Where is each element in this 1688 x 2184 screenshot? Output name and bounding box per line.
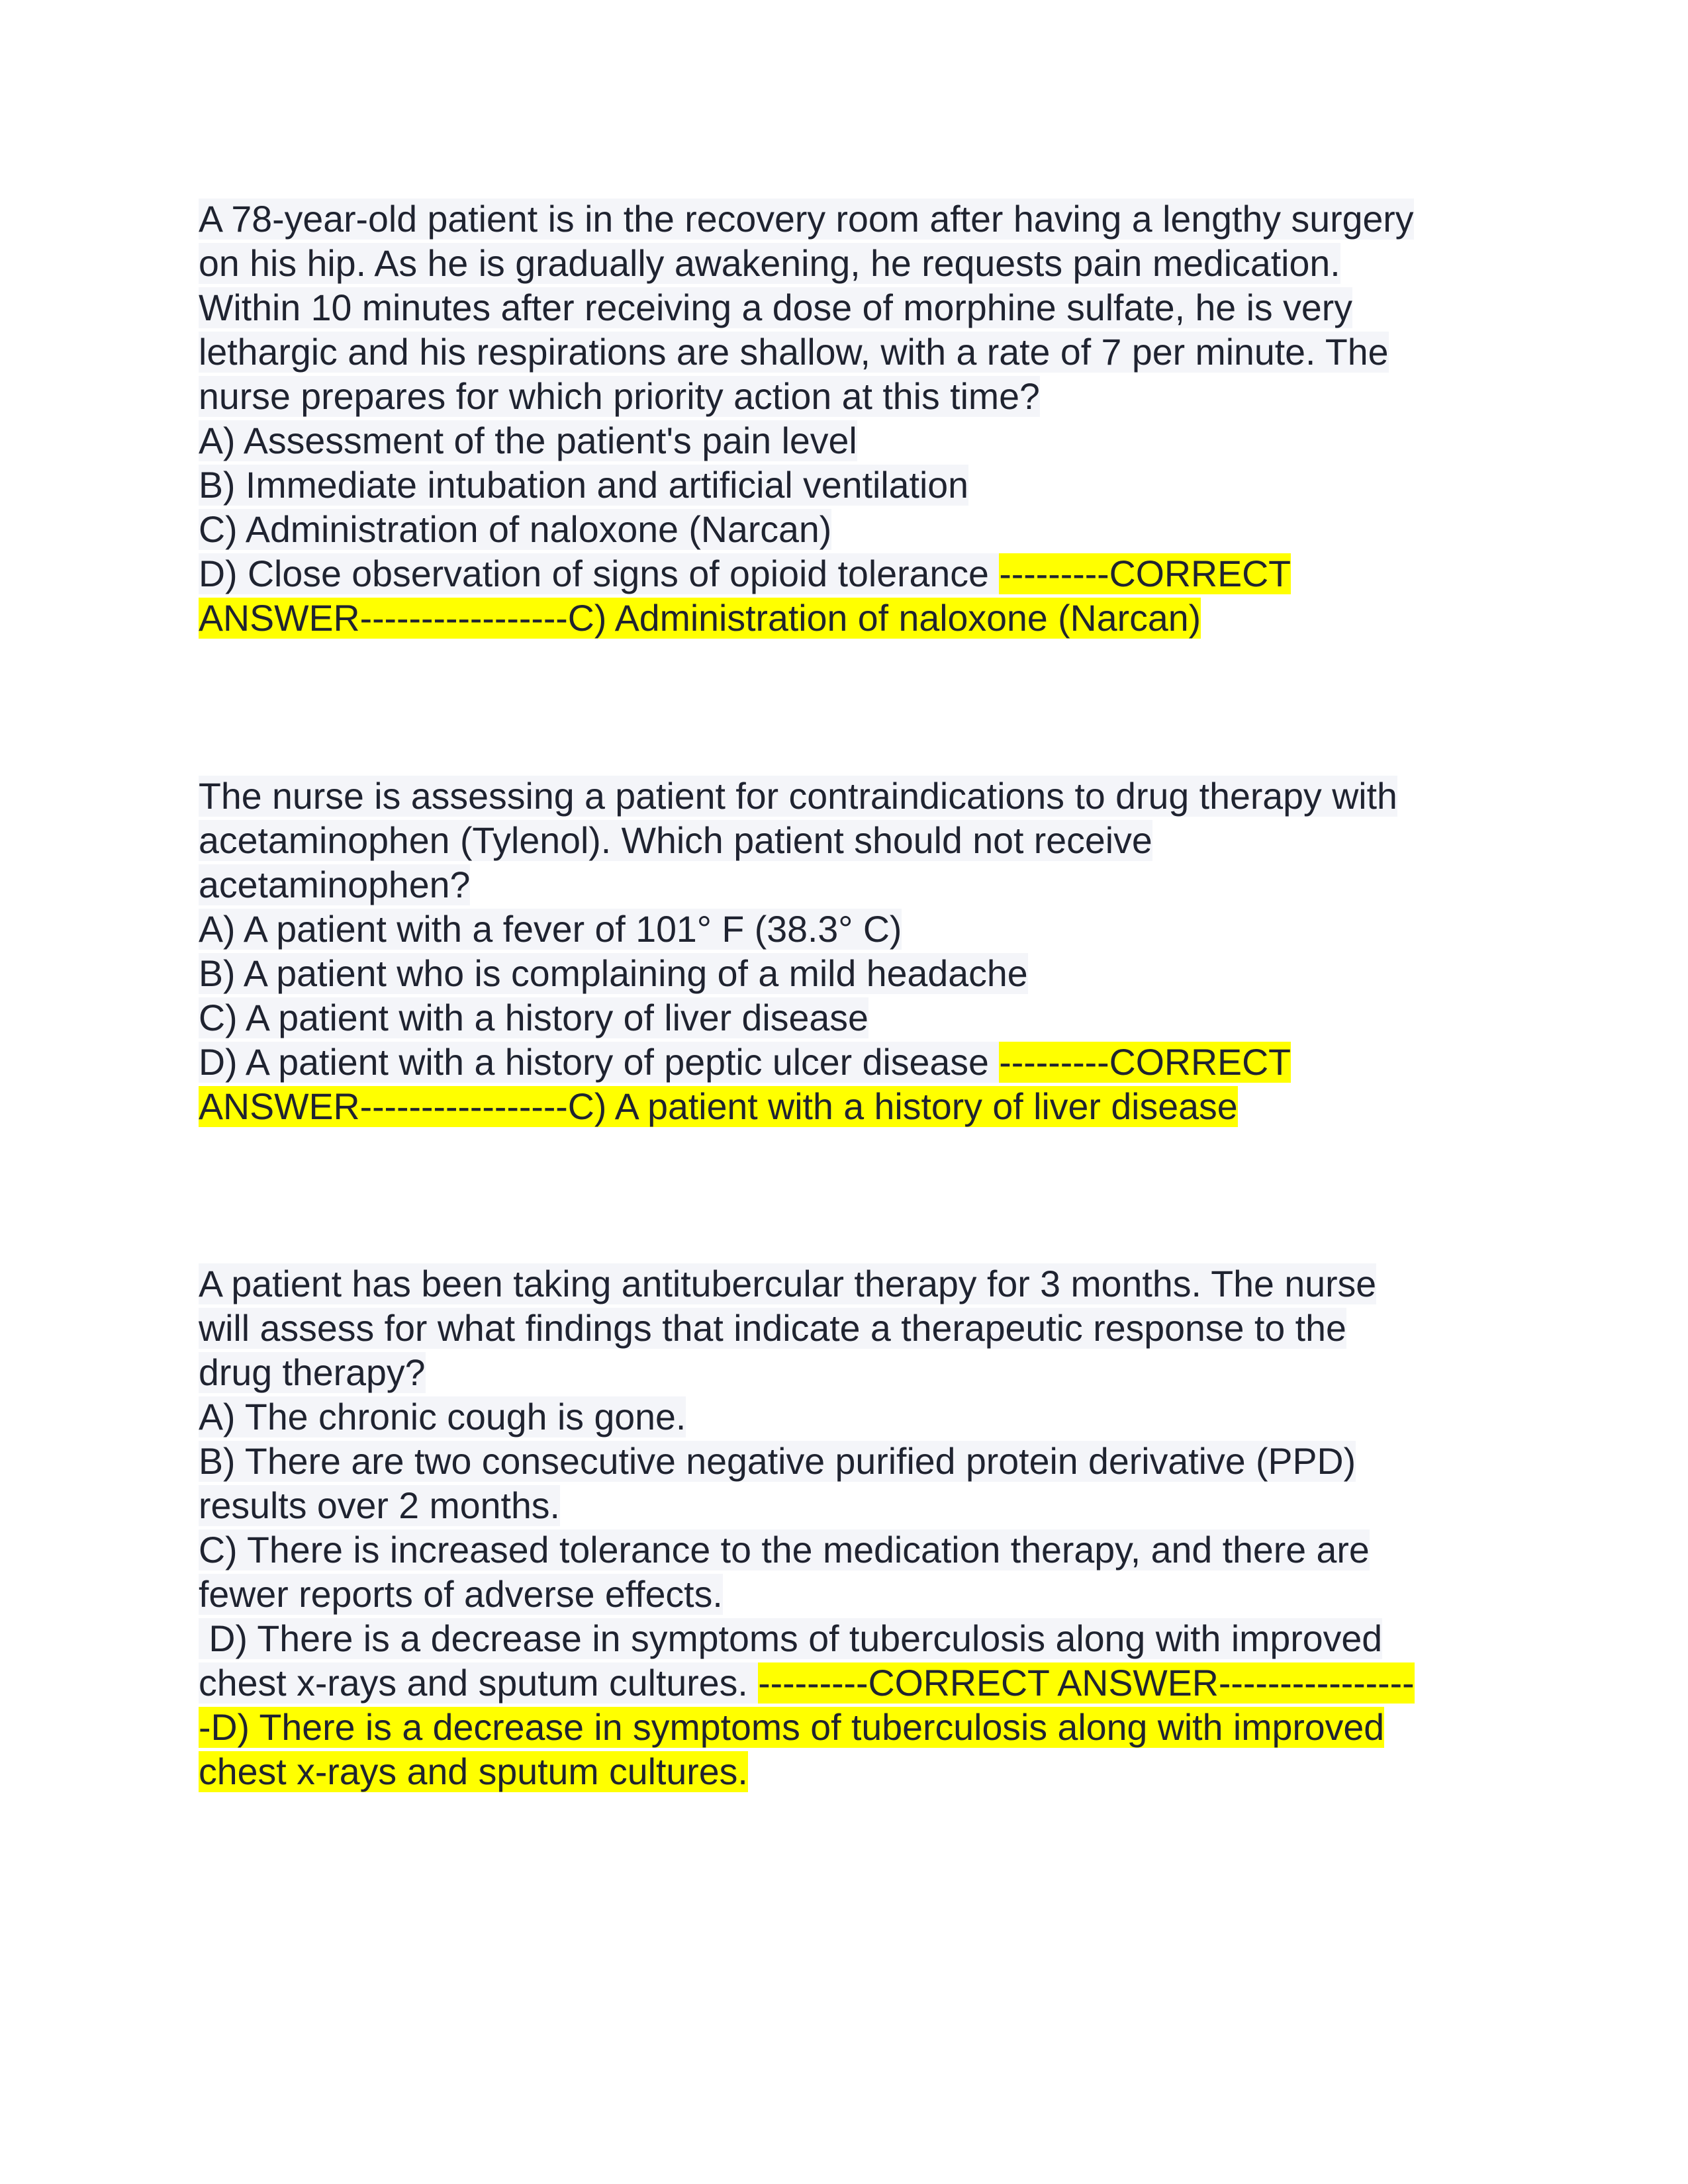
correct-answer-highlight: ---------CORRECT <box>999 1042 1291 1083</box>
question-stem-line: lethargic and his respirations are shallow, with a rate of 7 per minute. The <box>199 332 1389 373</box>
correct-answer-highlight: ---------CORRECT <box>999 553 1291 594</box>
question-stem-line: A 78-year-old patient is in the recovery room after having a lengthy surgery <box>199 199 1414 240</box>
answer-option-d-continued: chest x-rays and sputum cultures. ---------CORRECT ANSWER---------------- <box>199 1662 1415 1704</box>
question-stem-line: acetaminophen (Tylenol). Which patient should not receive <box>199 820 1152 861</box>
answer-option-d: D) A patient with a history of peptic ulcer disease ---------CORRECT <box>199 1042 1291 1083</box>
answer-option-b-continued: results over 2 months. <box>199 1485 560 1526</box>
answer-option-d: D) Close observation of signs of opioid tolerance ---------CORRECT <box>199 553 1291 594</box>
correct-answer-highlight: -D) There is a decrease in symptoms of tuberculosis along with improved <box>199 1707 1385 1748</box>
question-stem-line: acetaminophen? <box>199 864 471 905</box>
question-stem-line: on his hip. As he is gradually awakening, he requests pain medication. <box>199 243 1340 284</box>
question-3 <box>199 1262 1496 1794</box>
question-stem-line: The nurse is assessing a patient for contraindications to drug therapy with <box>199 776 1397 817</box>
answer-option-c: C) There is increased tolerance to the medication therapy, and there are <box>199 1529 1370 1570</box>
question-2 <box>199 774 1496 1129</box>
answer-option-c-continued: fewer reports of adverse effects. <box>199 1574 723 1615</box>
question-stem-line: drug therapy? <box>199 1352 426 1393</box>
answer-option-a: A) A patient with a fever of 101° F (38.3° C) <box>199 909 902 950</box>
correct-answer-highlight: ---------CORRECT ANSWER---------------- <box>758 1662 1415 1704</box>
question-1 <box>199 197 1496 641</box>
question-stem-line: nurse prepares for which priority action at this time? <box>199 376 1040 417</box>
answer-option-b: B) A patient who is complaining of a mild headache <box>199 953 1028 994</box>
correct-answer-line <box>199 1706 1496 1750</box>
question-stem-line: A patient has been taking antitubercular therapy for 3 months. The nurse <box>199 1263 1377 1304</box>
answer-option-c: C) Administration of naloxone (Narcan) <box>199 509 832 550</box>
correct-answer-line <box>199 1750 1496 1794</box>
answer-option-c: C) A patient with a history of liver disease <box>199 997 868 1038</box>
answer-option-a: A) The chronic cough is gone. <box>199 1396 686 1437</box>
correct-answer-line <box>199 596 1496 641</box>
answer-option-b: B) Immediate intubation and artificial ventilation <box>199 465 969 506</box>
answer-option-d: D) There is a decrease in symptoms of tuberculosis along with improved <box>199 1618 1383 1659</box>
correct-answer-highlight: chest x-rays and sputum cultures. <box>199 1751 748 1792</box>
correct-answer-line <box>199 1085 1496 1129</box>
correct-answer-highlight: ANSWER-----------------C) Administration of naloxone (Narcan) <box>199 598 1201 639</box>
correct-answer-highlight: ANSWER-----------------C) A patient with a history of liver disease <box>199 1086 1238 1127</box>
answer-option-b: B) There are two consecutive negative purified protein derivative (PPD) <box>199 1441 1356 1482</box>
answer-option-a: A) Assessment of the patient's pain level <box>199 420 857 461</box>
question-stem-line: Within 10 minutes after receiving a dose of morphine sulfate, he is very <box>199 287 1352 328</box>
question-stem-line: will assess for what findings that indicate a therapeutic response to the <box>199 1308 1346 1349</box>
